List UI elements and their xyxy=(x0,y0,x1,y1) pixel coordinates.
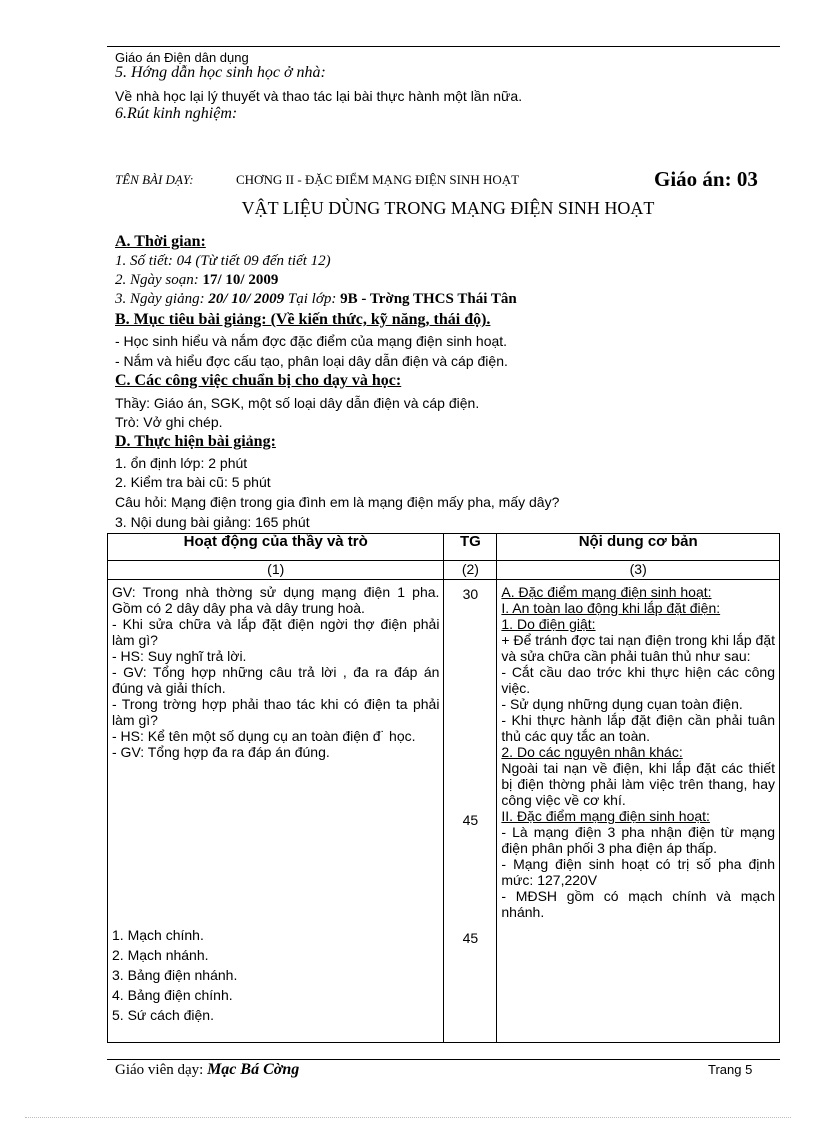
section-a-line-2: 2. Ngày soạn: 17/ 10/ 2009 xyxy=(115,272,279,288)
content-heading-2: 2. Do các nguyên nhân khác: xyxy=(501,744,683,760)
header-activity: Hoạt động của thầy và trò xyxy=(108,534,444,561)
content-cell xyxy=(497,580,780,1043)
section-5-text: Về nhà học lại lý thuyết và thao tác lại bài thực hành một lần nữa. xyxy=(115,88,523,104)
list-item: 3. Bảng điện nhánh. xyxy=(112,967,238,983)
lesson-subtitle: VẬT LIỆU DÙNG TRONG MẠNG ĐIỆN SINH HOẠT xyxy=(241,198,655,218)
column-number-1: (1) xyxy=(108,561,444,580)
content-heading-a: A. Đặc điểm mạng điện sinh hoạt: xyxy=(501,584,712,600)
lesson-chapter: CHƠNG II - ĐẶC ĐIỂM MẠNG ĐIỆN SINH HOẠT xyxy=(236,172,520,187)
list-item: - MĐSH gồm có mạch chính và mạch nhánh. xyxy=(501,888,775,920)
header-content: Nội dung cơ bản xyxy=(497,534,780,561)
list-item: 1. Mạch chính. xyxy=(112,927,204,943)
section-a-line-1: 1. Số tiết: 04 (Từ tiết 09 đến tiết 12) xyxy=(115,253,331,269)
column-number-3: (3) xyxy=(497,561,780,580)
list-item: - GV: Tổng hợp đa ra đáp án đúng. xyxy=(112,744,330,760)
time-value-1: 30 xyxy=(462,586,479,602)
table-number-row xyxy=(108,561,780,580)
section-b-line-1: - Học sinh hiểu và nắm đợc đặc điểm của mạng điện sinh hoạt. xyxy=(115,333,508,349)
list-item: - Khi sửa chữa và lắp đặt điện ngời thợ điện phải làm gì? xyxy=(112,616,440,648)
column-number-2: (2) xyxy=(444,561,497,580)
plan-number: Giáo án: 03 xyxy=(654,167,758,191)
table-header-row xyxy=(108,534,780,561)
header-title: Giáo án Điện dân dụng xyxy=(115,50,249,65)
section-b-title: B. Mục tiêu bài giảng: (Về kiến thức, kỹ năng, thái độ). xyxy=(115,311,491,328)
section-d-line-3: Câu hỏi: Mạng điện trong gia đình em là mạng điện mấy pha, mấy dây? xyxy=(115,494,560,510)
activity-cell xyxy=(108,580,444,1043)
footer-rule xyxy=(107,1059,780,1060)
component-list xyxy=(112,925,237,1025)
section-a-line-3: 3. Ngày giảng: 20/ 10/ 2009 Tại lớp: 9B - Trờng THCS Thái Tân xyxy=(115,291,517,307)
list-item: 5. Sứ cách điện. xyxy=(112,1007,214,1023)
footer-teacher: Giáo viên dạy: Mạc Bá Cờng xyxy=(115,1061,300,1078)
section-d-title: D. Thực hiện bài giảng: xyxy=(115,433,276,450)
header-rule xyxy=(107,46,780,47)
list-item: - Là mạng điện 3 pha nhận điện từ mạng điện phân phối 3 pha điện áp thấp. xyxy=(501,824,775,856)
list-item: - HS: Suy nghĩ trả lời. xyxy=(112,648,247,664)
time-value-2: 45 xyxy=(462,812,479,828)
list-item: - Cắt cầu dao trớc khi thực hiện các công việc. xyxy=(501,664,775,696)
section-a-title: A. Thời gian: xyxy=(115,233,206,250)
list-item: - Khi thực hành lắp đặt điện cần phải tuân thủ các quy tắc an toàn. xyxy=(501,712,775,744)
section-c-line-2: Trò: Vở ghi chép. xyxy=(115,414,223,430)
list-item: 4. Bảng điện chính. xyxy=(112,987,233,1003)
list-item: Ngoài tai nạn về điện, khi lắp đặt các thiết bị điện thờng phải làm việc trên thang, hay công việc về cơ khí. xyxy=(501,760,775,808)
time-value-3: 45 xyxy=(462,930,479,946)
section-b-line-2: - Nắm và hiểu đợc cấu tạo, phân loại dây dẫn điện và cáp điện. xyxy=(115,353,508,369)
lesson-label: TÊN BÀI DẠY: xyxy=(115,172,194,187)
section-d-line-4: 3. Nội dung bài giảng: 165 phút xyxy=(115,514,310,530)
section-c-title: C. Các công việc chuẩn bị cho dạy và học: xyxy=(115,372,402,389)
content-heading-1: 1. Do điện giật: xyxy=(501,616,596,632)
section-c-line-1: Thầy: Giáo án, SGK, một số loại dây dẫn điện và cáp điện. xyxy=(115,395,480,411)
list-item: + Để tránh đợc tai nạn điện trong khi lắp đặt và sửa chữa cần phải tuân thủ như sau: xyxy=(501,632,775,664)
section-d-line-1: 1. ổn định lớp: 2 phút xyxy=(115,455,248,471)
section-6-title: 6.Rút kinh nghiệm: xyxy=(115,105,238,122)
list-item: - Trong trờng hợp phải thao tác khi có điện ta phải làm gì? xyxy=(112,696,440,728)
table-body-row xyxy=(108,580,780,1043)
time-cell xyxy=(444,580,497,1043)
list-item: 2. Mạch nhánh. xyxy=(112,947,209,963)
content-heading-ii: II. Đặc điểm mạng điện sinh hoạt: xyxy=(501,808,710,824)
list-item: - GV: Tổng hợp những câu trả lời , đa ra đáp án đúng và giải thích. xyxy=(112,664,440,696)
list-item: - HS: Kể tên một số dụng cụ an toàn điện đ˙ học. xyxy=(112,728,416,744)
lesson-table xyxy=(107,533,780,1043)
page-edge-divider xyxy=(25,1117,791,1118)
list-item: - Sử dụng những dụng cụan toàn điện. xyxy=(501,696,743,712)
list-item: - Mạng điện sinh hoạt có trị số pha định mức: 127,220V xyxy=(501,856,775,888)
content-heading-i: I. An toàn lao động khi lắp đặt điện: xyxy=(501,600,721,616)
section-5-title: 5. Hớng dẫn học sinh học ở nhà: xyxy=(115,64,326,81)
header-time: TG xyxy=(444,534,497,561)
page-number: Trang 5 xyxy=(708,1062,753,1077)
list-item: GV: Trong nhà thờng sử dụng mạng điện 1 pha. Gồm có 2 dây dây pha và dây trung hoà. xyxy=(112,584,440,616)
section-d-line-2: 2. Kiểm tra bài cũ: 5 phút xyxy=(115,474,271,490)
